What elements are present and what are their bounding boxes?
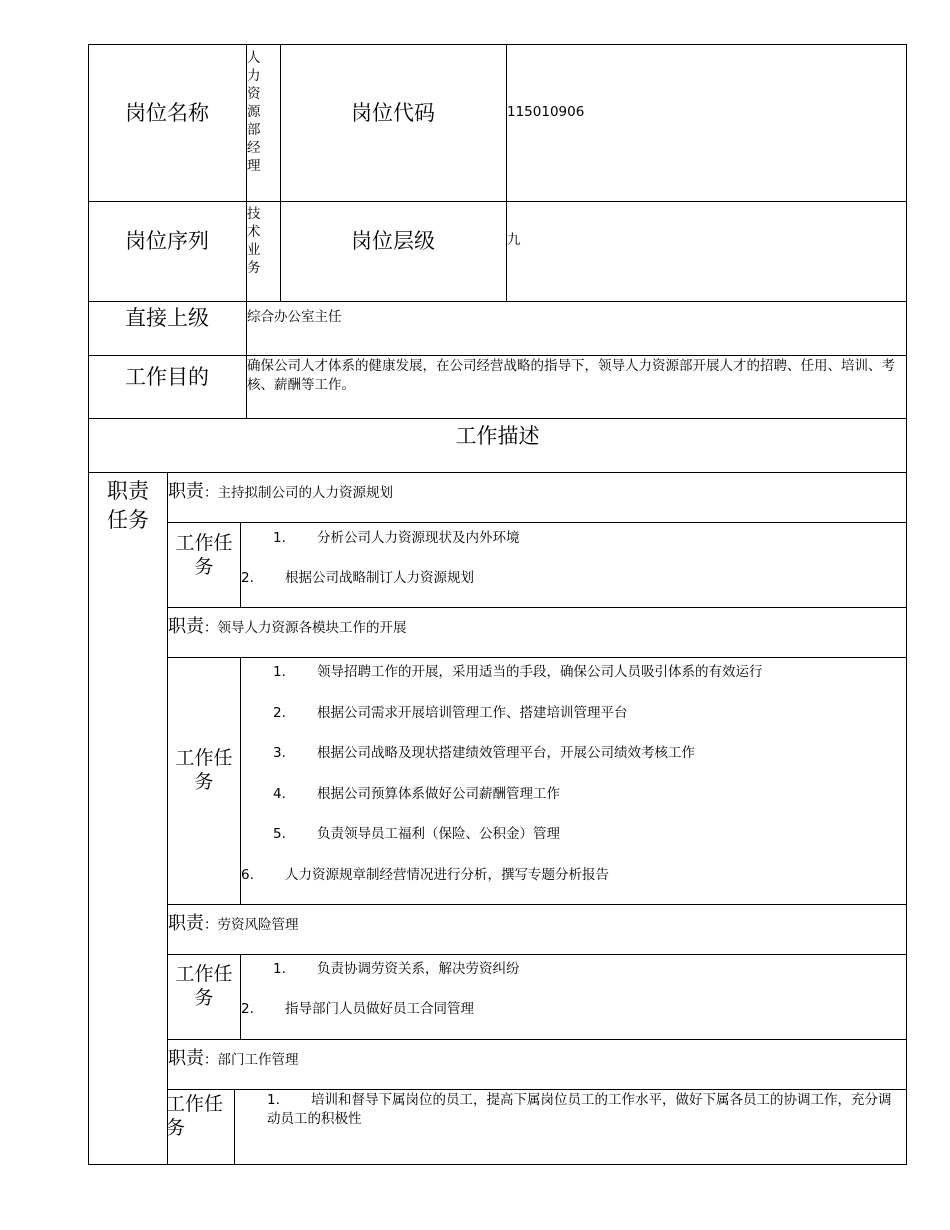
task-item: 2. 根据公司需求开展培训管理工作、搭建培训管理平台 (273, 705, 628, 721)
task-item: 1. 分析公司人力资源现状及内外环境 (273, 530, 520, 546)
supervisor-value: 综合办公室主任 (247, 309, 342, 325)
duty-title: 职责：主持拟制公司的人力资源规划 (168, 481, 393, 502)
row-divider (167, 522, 907, 523)
col-divider (234, 1089, 235, 1165)
post-code-value: 115010906 (507, 104, 585, 120)
post-name-label: 岗位名称 (125, 101, 209, 125)
responsibility-label: 职责任务 (107, 479, 149, 532)
section-title: 工作描述 (455, 424, 540, 448)
supervisor-label: 直接上级 (125, 306, 209, 330)
task-label: 工作任务 (166, 1093, 224, 1139)
row-divider (167, 607, 907, 608)
task-label: 工作任务 (175, 963, 233, 1009)
post-code-label: 岗位代码 (351, 101, 435, 125)
col-divider (280, 44, 281, 302)
row-divider (167, 904, 907, 905)
post-level-label: 岗位层级 (351, 229, 435, 253)
row-divider (167, 657, 907, 658)
task-item: 1. 培训和督导下属岗位的员工，提高下属岗位员工的工作水平，做好下属各员工的协调工作，充分调动员工的积极性 (267, 1092, 892, 1127)
post-series-value: 技术业务 (247, 206, 261, 276)
table-border-top (88, 44, 907, 45)
duty-title: 职责：领导人力资源各模块工作的开展 (168, 616, 407, 637)
table-border-bottom (88, 1164, 907, 1165)
duty-title: 职责：部门工作管理 (168, 1048, 299, 1069)
row-divider (88, 201, 907, 202)
post-series-label: 岗位序列 (125, 229, 209, 253)
task-item: 1. 领导招聘工作的开展，采用适当的手段，确保公司人员吸引体系的有效运行 (273, 664, 763, 680)
table-border-left (88, 44, 89, 1165)
table-border-right (906, 44, 907, 1165)
row-divider (167, 954, 907, 955)
purpose-value: 确保公司人才体系的健康发展，在公司经营战略的指导下，领导人力资源部开展人才的招聘、任用、培训、考核、薪酬等工作。 (247, 358, 895, 393)
col-divider (506, 44, 507, 302)
row-divider (88, 355, 907, 356)
row-divider (167, 1039, 907, 1040)
row-divider (88, 301, 907, 302)
post-level-value: 九 (507, 232, 521, 248)
col-divider (240, 522, 241, 608)
task-item: 1. 负责协调劳资关系，解决劳资纠纷 (273, 961, 520, 977)
task-item: 2. 根据公司战略制订人力资源规划 (241, 570, 474, 586)
task-item: 5. 负责领导员工福利（保险、公积金）管理 (273, 826, 560, 842)
row-divider (88, 472, 907, 473)
task-item: 4. 根据公司预算体系做好公司薪酬管理工作 (273, 786, 560, 802)
task-item: 6. 人力资源规章制经营情况进行分析，撰写专题分析报告 (241, 867, 609, 883)
task-item: 3. 根据公司战略及现状搭建绩效管理平台，开展公司绩效考核工作 (273, 745, 695, 761)
task-label: 工作任务 (175, 747, 233, 793)
task-label: 工作任务 (175, 532, 233, 578)
purpose-label: 工作目的 (125, 365, 209, 389)
post-name-value: 人力资源部经理 (247, 50, 261, 174)
row-divider (88, 418, 907, 419)
duty-title: 职责：劳资风险管理 (168, 913, 299, 934)
row-divider (167, 1089, 907, 1090)
task-item: 2. 指导部门人员做好员工合同管理 (241, 1001, 474, 1017)
